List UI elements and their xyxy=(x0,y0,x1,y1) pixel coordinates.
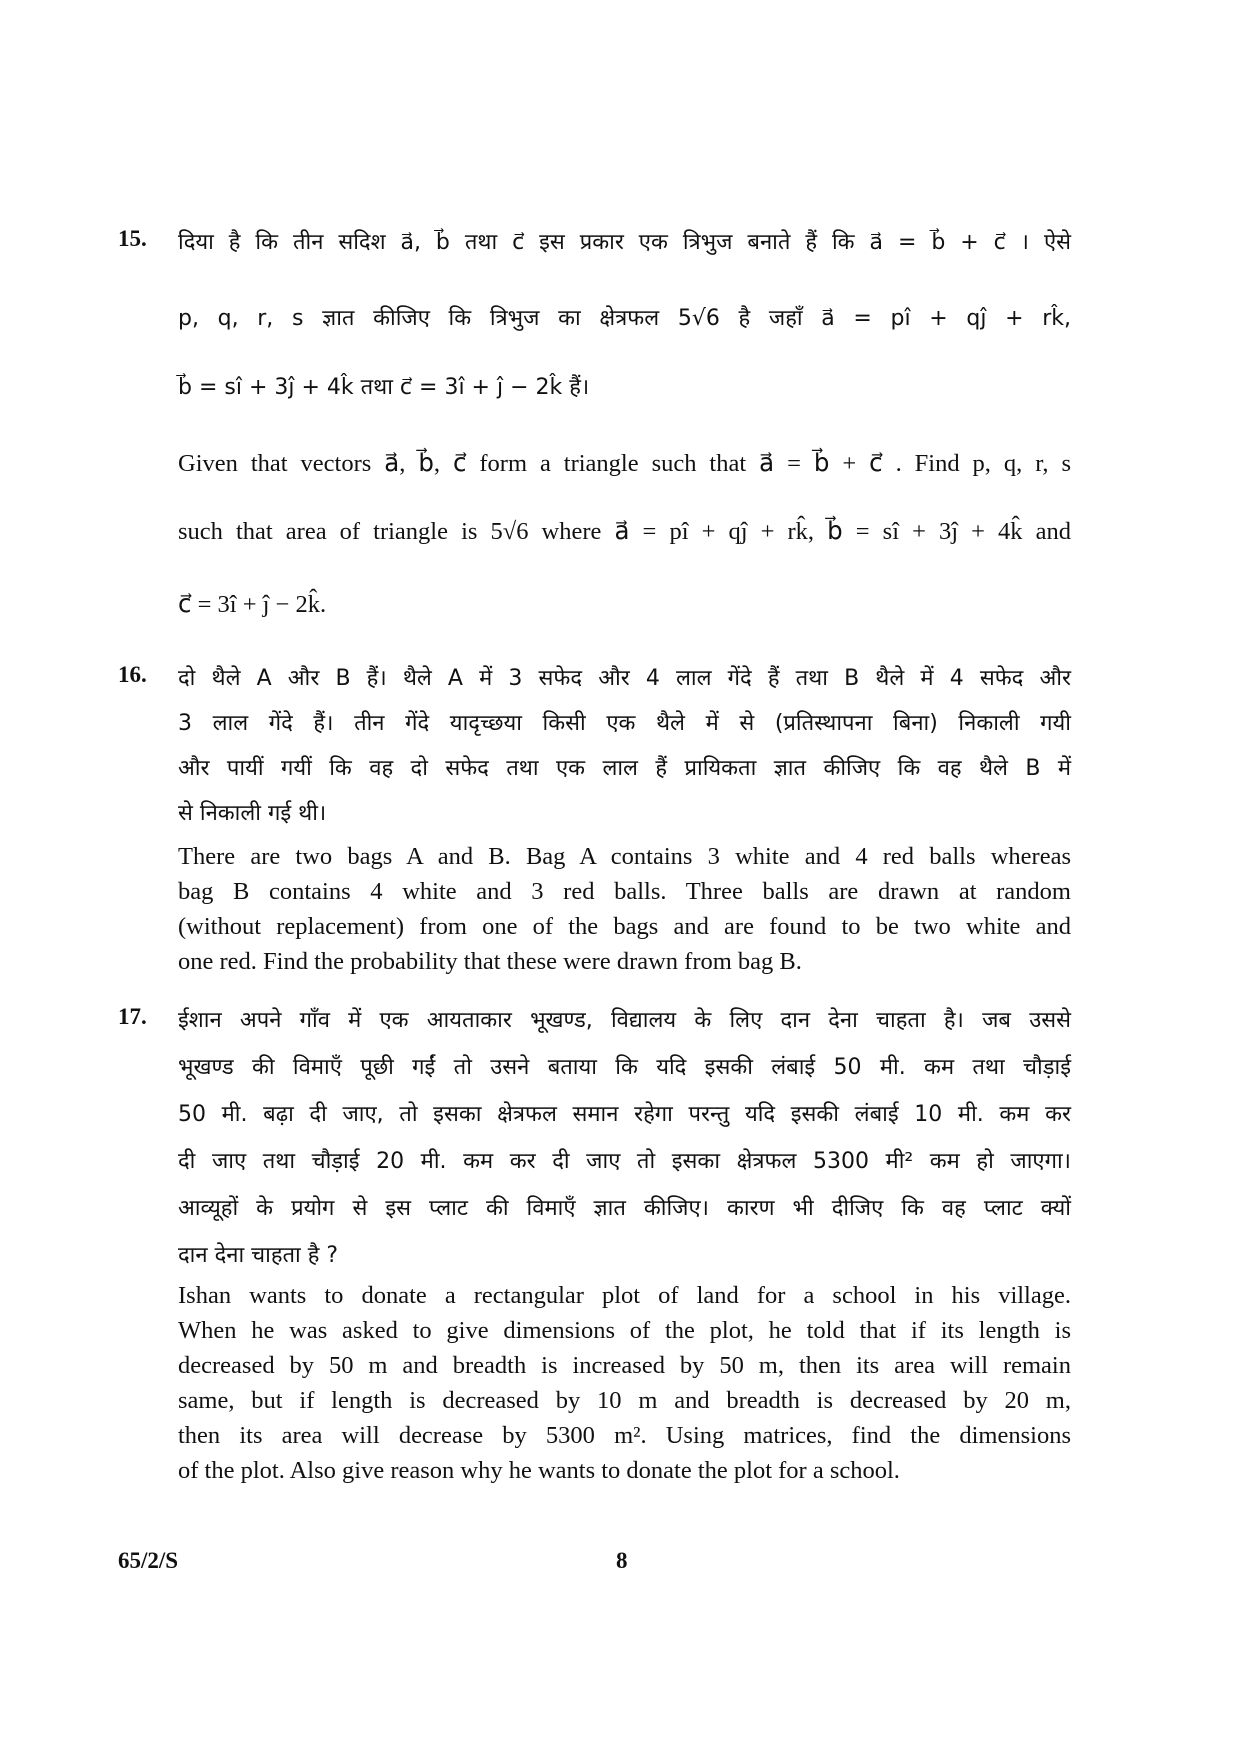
hindi-line: p, q, r, s ज्ञात कीजिए कि त्रिभुज का क्षेत्रफल 5√6 है जहाँ a⃗ = pî + qĵ + rk̂, xyxy=(178,306,1071,331)
english-line: c⃗ = 3î + ĵ − 2k̂. xyxy=(178,591,327,618)
hindi-line: दी जाए तथा चौड़ाई 20 मी. कम कर दी जाए तो इसका क्षेत्रफल 5300 मी² कम हो जाएगा। xyxy=(178,1149,1071,1174)
hindi-line: भूखण्ड की विमाएँ पूछी गईं तो उसने बताया कि यदि इसकी लंबाई 50 मी. कम तथा चौड़ाई xyxy=(178,1055,1071,1080)
english-line: bag B contains 4 white and 3 red balls. Three balls are drawn at random xyxy=(178,878,1071,905)
hindi-line: आव्यूहों के प्रयोग से इस प्लाट की विमाएँ ज्ञात कीजिए। कारण भी दीजिए कि वह प्लाट क्यों xyxy=(178,1196,1071,1221)
hindi-line: दो थैले A और B हैं। थैले A में 3 सफेद और 4 लाल गेंदे हैं तथा B थैले में 4 सफेद और xyxy=(178,666,1071,691)
hindi-line: ईशान अपने गाँव में एक आयताकार भूखण्ड, विद्यालय के लिए दान देना चाहता है। जब उससे xyxy=(178,1008,1071,1033)
hindi-line: 50 मी. बढ़ा दी जाए, तो इसका क्षेत्रफल समान रहेगा परन्तु यदि इसकी लंबाई 10 मी. कम कर xyxy=(178,1102,1071,1127)
english-line: decreased by 50 m and breadth is increased by 50 m, then its area will remain xyxy=(178,1352,1071,1379)
english-line: When he was asked to give dimensions of the plot, he told that if its length is xyxy=(178,1317,1071,1344)
hindi-line: 3 लाल गेंदे हैं। तीन गेंदे यादृच्छया किसी एक थैले में से (प्रतिस्थापना बिना) निकाली गयी xyxy=(178,711,1071,736)
question-number: 16. xyxy=(118,662,147,687)
page-number: 8 xyxy=(616,1548,628,1573)
english-line: then its area will decrease by 5300 m². Using matrices, find the dimensions xyxy=(178,1422,1071,1449)
hindi-line: दिया है कि तीन सदिश a⃗, b⃗ तथा c⃗ इस प्रकार एक त्रिभुज बनाते हैं कि a⃗ = b⃗ + c⃗ । ऐसे xyxy=(178,230,1071,255)
hindi-line: और पायीं गयीं कि वह दो सफेद तथा एक लाल हैं प्रायिकता ज्ञात कीजिए कि वह थैले B में xyxy=(178,756,1071,781)
english-line: of the plot. Also give reason why he wants to donate the plot for a school. xyxy=(178,1457,900,1484)
english-line: same, but if length is decreased by 10 m and breadth is decreased by 20 m, xyxy=(178,1387,1071,1414)
hindi-line: b⃗ = sî + 3ĵ + 4k̂ तथा c⃗ = 3î + ĵ − 2k̂ हैं। xyxy=(178,375,590,400)
question-number: 17. xyxy=(118,1004,147,1029)
english-line: (without replacement) from one of the bags and are found to be two white and xyxy=(178,913,1071,940)
english-line: Given that vectors a⃗, b⃗, c⃗ form a triangle such that a⃗ = b⃗ + c⃗ . Find p, q, r, s xyxy=(178,450,1071,477)
english-line: There are two bags A and B. Bag A contains 3 white and 4 red balls whereas xyxy=(178,843,1071,870)
question-number: 15. xyxy=(118,226,147,251)
hindi-line: दान देना चाहता है ? xyxy=(178,1243,339,1268)
paper-code: 65/2/S xyxy=(118,1548,179,1573)
english-line: Ishan wants to donate a rectangular plot of land for a school in his village. xyxy=(178,1282,1071,1309)
hindi-line: से निकाली गई थी। xyxy=(178,801,327,826)
english-line: such that area of triangle is 5√6 where a⃗ = pî + qĵ + rk̂, b⃗ = sî + 3ĵ + 4k̂ and xyxy=(178,518,1071,545)
english-line: one red. Find the probability that these were drawn from bag B. xyxy=(178,948,802,975)
